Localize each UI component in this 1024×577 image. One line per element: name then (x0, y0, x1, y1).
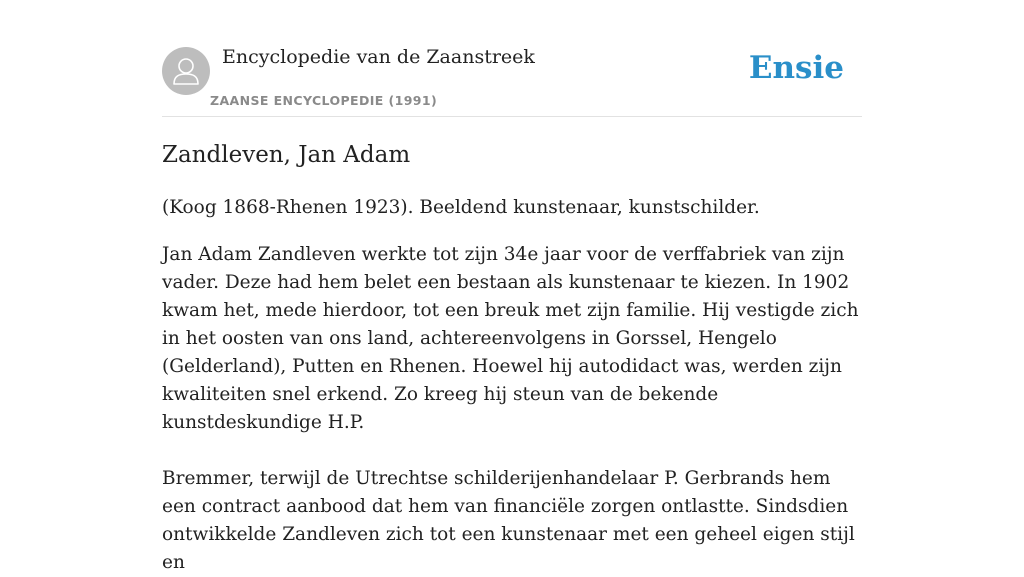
article-lead: (Koog 1868-Rhenen 1923). Beeldend kunstenaar, kunstschilder. (162, 197, 760, 218)
article-title: Zandleven, Jan Adam (162, 142, 411, 168)
source-title-link[interactable]: Encyclopedie van de Zaanstreek (222, 46, 535, 68)
user-silhouette-icon (162, 47, 210, 95)
article-paragraph: Jan Adam Zandleven werkte tot zijn 34e jaar voor de verffabriek van zijn vader. Deze had hem belet een bestaan als kunstenaar te kiezen. In 1902 kwam het, mede hierdoor, tot een breuk met zijn familie. Hij vestigde zich in het oosten van ons land, achtereenvolgens in Gorssel, Hengelo (Gelderland), Putten en Rhenen. Hoewel hij autodidact was, werden zijn kwaliteiten snel erkend. Zo kreeg hij steun van de bekende kunstdeskundige H.P. (162, 244, 859, 433)
article (162, 140, 862, 577)
source-subtitle: ZAANSE ENCYCLOPEDIE (1991) (210, 93, 438, 108)
article-paragraph: Bremmer, terwijl de Utrechtse schilderijenhandelaar P. Gerbrands hem een contract aanbood dat hem van financiële zorgen ontlastte. Sindsdien ontwikkelde Zandleven zich tot een kunstenaar met een geheel eigen stijl en (162, 468, 855, 573)
source-avatar[interactable] (162, 47, 210, 95)
source-header (162, 46, 862, 117)
ensie-logo[interactable]: Ensie (748, 50, 844, 86)
